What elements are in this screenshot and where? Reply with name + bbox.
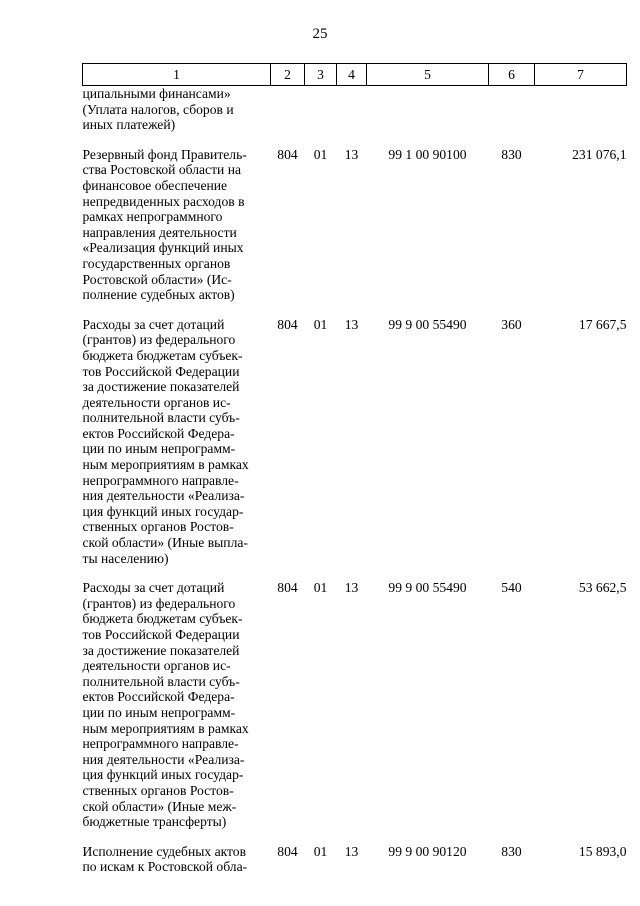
csr-cell: 99 1 00 90100 bbox=[388, 146, 467, 162]
name-line: бюджета бюджетам субъек- bbox=[82, 611, 243, 627]
name-line: ции по иным непрограмм- bbox=[82, 441, 236, 457]
gr-cell: 804 bbox=[277, 146, 298, 162]
name-line: (Уплата налогов, сборов и bbox=[82, 101, 234, 117]
name-line: рамках непрограммного bbox=[82, 209, 223, 225]
name-line: «Реализация функций иных bbox=[82, 240, 244, 256]
name-line: финансовое обеспечение bbox=[82, 177, 228, 193]
name-line: непрограммного направле- bbox=[82, 472, 239, 488]
name-line: (грантов) из федерального bbox=[82, 332, 236, 348]
name-line: ственных органов Ростов- bbox=[82, 782, 234, 798]
name-line: ства Ростовской области на bbox=[82, 162, 241, 178]
column-header: 5 bbox=[367, 64, 489, 86]
name-line: за достижение показателей bbox=[82, 379, 240, 395]
table-row bbox=[83, 844, 627, 875]
gr-cell: 804 bbox=[277, 580, 298, 596]
name-line: ектов Российской Федера- bbox=[82, 425, 235, 441]
amount-cell: 17 667,5 bbox=[578, 316, 627, 332]
name-line: ты населению) bbox=[82, 550, 169, 566]
budget-table bbox=[82, 63, 627, 875]
name-line: тов Российской Федерации bbox=[82, 627, 240, 642]
name-line: непредвиденных расходов в bbox=[82, 193, 245, 209]
name-line: ектов Российской Федера- bbox=[82, 689, 235, 705]
vr-cell: 360 bbox=[501, 316, 522, 332]
row-spacer bbox=[83, 133, 627, 147]
name-line: Расходы за счет дотаций bbox=[82, 580, 225, 596]
table-row bbox=[83, 580, 627, 830]
name-line: направления деятельности bbox=[82, 224, 237, 240]
name-line: Резервный фонд Правитель- bbox=[82, 146, 247, 162]
name-cell bbox=[83, 86, 271, 133]
name-cell bbox=[83, 317, 271, 567]
column-header: 3 bbox=[305, 64, 337, 86]
rz-cell: 01 bbox=[313, 146, 328, 162]
name-line: за достижение показателей bbox=[82, 642, 240, 658]
name-line: ской области» (Иные выпла- bbox=[82, 535, 248, 551]
name-line: тов Российской Федерации bbox=[82, 363, 240, 379]
table-row bbox=[83, 147, 627, 303]
column-header: 7 bbox=[535, 64, 627, 86]
name-cell bbox=[83, 147, 271, 303]
name-cell bbox=[83, 580, 271, 830]
rz-cell: 01 bbox=[313, 843, 328, 859]
csr-cell: 99 9 00 55490 bbox=[388, 316, 467, 332]
name-line: ния деятельности «Реализа- bbox=[82, 751, 245, 767]
table-row bbox=[83, 86, 627, 133]
name-line: полнительной власти субъ- bbox=[82, 673, 240, 689]
column-header: 1 bbox=[83, 64, 271, 86]
name-line: государственных органов bbox=[82, 255, 231, 271]
name-line: ция функций иных государ- bbox=[82, 767, 244, 783]
row-spacer bbox=[83, 303, 627, 317]
gr-cell bbox=[271, 86, 305, 133]
row-spacer bbox=[83, 830, 627, 844]
pr-cell bbox=[337, 86, 367, 133]
pr-cell: 13 bbox=[344, 580, 359, 596]
name-line: ным мероприятиям в рамках bbox=[82, 457, 249, 473]
pr-cell: 13 bbox=[344, 316, 359, 332]
column-header: 6 bbox=[489, 64, 535, 86]
header-row bbox=[83, 64, 627, 86]
csr-cell: 99 9 00 90120 bbox=[388, 843, 467, 859]
name-line: полнение судебных актов) bbox=[82, 287, 235, 303]
name-line: ция функций иных государ- bbox=[82, 503, 244, 519]
page-number: 25 bbox=[312, 26, 328, 42]
amount-cell: 15 893,0 bbox=[578, 843, 627, 859]
csr-cell: 99 9 00 55490 bbox=[388, 580, 467, 596]
vr-cell: 830 bbox=[501, 146, 522, 162]
name-line: бюджетные трансферты) bbox=[82, 814, 227, 830]
name-line: ния деятельности «Реализа- bbox=[82, 488, 245, 504]
name-line: Ростовской области» (Ис- bbox=[82, 271, 232, 287]
name-line: ции по иным непрограмм- bbox=[82, 704, 236, 720]
column-header: 2 bbox=[271, 64, 305, 86]
vr-cell: 540 bbox=[501, 580, 522, 596]
name-line: деятельности органов ис- bbox=[82, 394, 231, 410]
pr-cell: 13 bbox=[344, 843, 359, 859]
name-line: по искам к Ростовской обла- bbox=[82, 859, 248, 875]
name-line: ской области» (Иные меж- bbox=[82, 798, 237, 814]
amount-cell: 53 662,5 bbox=[578, 580, 627, 596]
vr-cell bbox=[489, 86, 535, 133]
name-line: (грантов) из федерального bbox=[82, 595, 236, 611]
name-line: непрограммного направле- bbox=[82, 736, 239, 752]
name-line: ственных органов Ростов- bbox=[82, 519, 234, 535]
amount-cell: 231 076,1 bbox=[572, 146, 627, 162]
name-line: ным мероприятиям в рамках bbox=[82, 720, 249, 736]
gr-cell: 804 bbox=[277, 316, 298, 332]
amount-cell bbox=[535, 86, 627, 133]
rz-cell: 01 bbox=[313, 580, 328, 596]
name-line: деятельности органов ис- bbox=[82, 658, 231, 674]
rz-cell bbox=[305, 86, 337, 133]
pr-cell: 13 bbox=[344, 146, 359, 162]
column-header: 4 bbox=[337, 64, 367, 86]
name-line: ципальными финансами» bbox=[82, 86, 231, 101]
table-row bbox=[83, 317, 627, 567]
csr-cell bbox=[367, 86, 489, 133]
name-line: бюджета бюджетам субъек- bbox=[82, 347, 243, 363]
name-line: иных платежей) bbox=[82, 117, 176, 133]
table-body bbox=[83, 86, 627, 875]
name-cell bbox=[83, 844, 271, 875]
rz-cell: 01 bbox=[313, 316, 328, 332]
name-line: Расходы за счет дотаций bbox=[82, 316, 225, 332]
row-spacer bbox=[83, 566, 627, 580]
name-line: Исполнение судебных актов bbox=[82, 843, 247, 859]
gr-cell: 804 bbox=[277, 843, 298, 859]
vr-cell: 830 bbox=[501, 843, 522, 859]
name-line: полнительной власти субъ- bbox=[82, 410, 240, 426]
